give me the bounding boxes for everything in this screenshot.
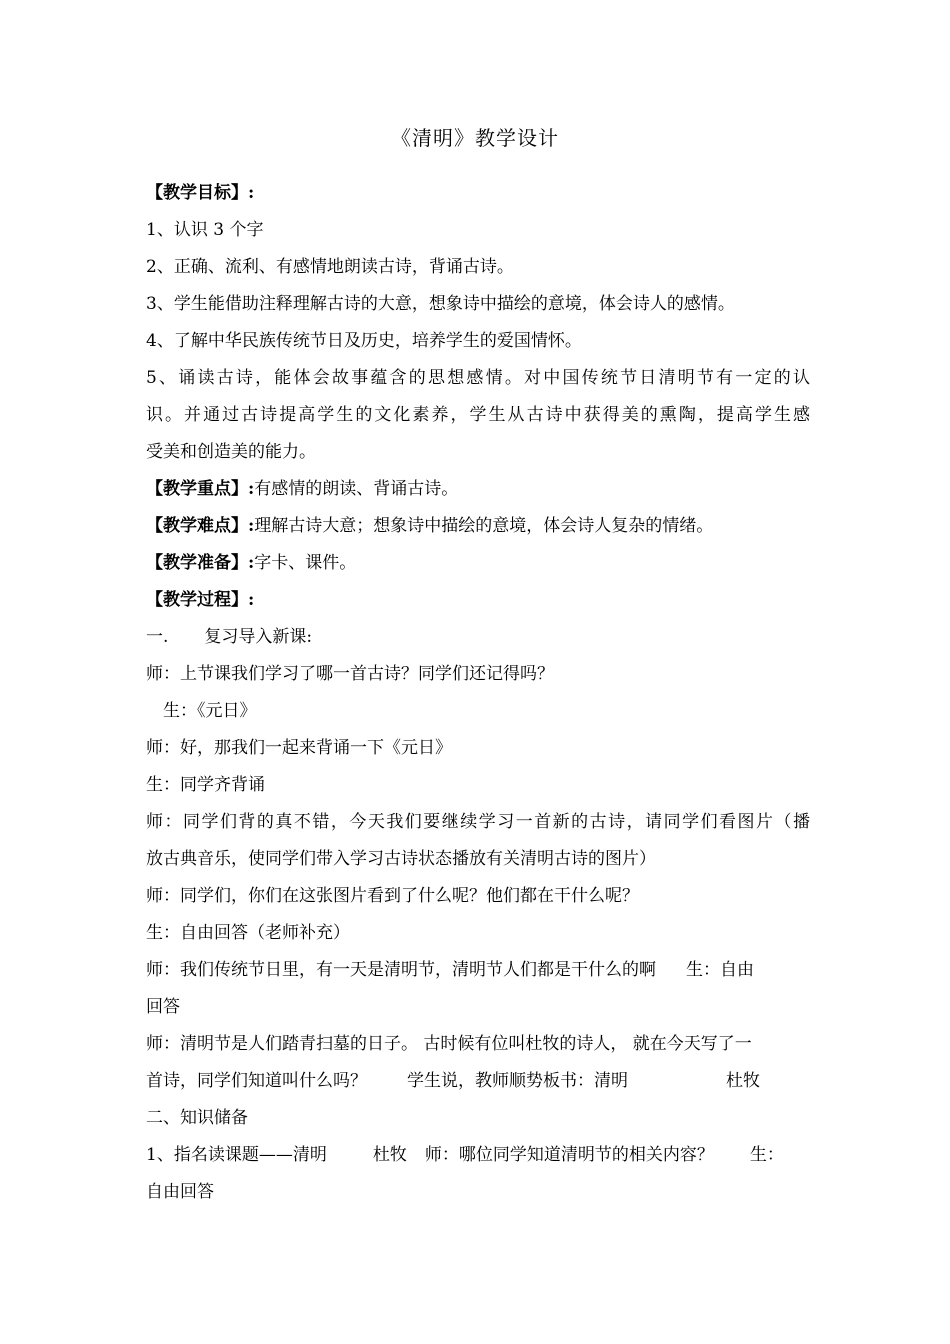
objective-item: 1、认识 3 个字 bbox=[146, 220, 264, 240]
key-points bbox=[146, 471, 810, 508]
knowledge-item-1 bbox=[146, 1137, 810, 1174]
dialogue-line: 师：好，那我们一起来背诵一下《元日》 bbox=[146, 738, 452, 758]
document-title: 《清明》教学设计 bbox=[391, 126, 559, 150]
key-points-label: 【教学重点】: bbox=[146, 479, 255, 499]
section-1-number: 一. bbox=[146, 627, 169, 647]
objective-item: 受美和创造美的能力。 bbox=[146, 442, 316, 462]
objective-item: 识。并通过古诗提高学生的文化素养，学生从古诗中获得美的熏陶，提高学生感 bbox=[146, 405, 810, 425]
objectives-heading: 【教学目标】: bbox=[146, 183, 255, 203]
preparation bbox=[146, 545, 810, 582]
dialogue-line: 师：上节课我们学习了哪一首古诗？同学们还记得吗？ bbox=[146, 664, 554, 684]
festival-question bbox=[146, 952, 810, 989]
blackboard-author: 杜牧 bbox=[726, 1071, 760, 1091]
dialogue-line: 生：自由回答（老师补充） bbox=[146, 923, 350, 943]
festival-answer-end: 回答 bbox=[146, 997, 180, 1017]
knowledge-item-answer: 自由回答 bbox=[146, 1182, 214, 1202]
process-heading: 【教学过程】: bbox=[146, 590, 255, 610]
knowledge-item-author: 杜牧 bbox=[372, 1145, 407, 1165]
knowledge-item-question: 师：哪位同学知道清明节的相关内容？ bbox=[424, 1145, 714, 1165]
difficulties-text: 理解古诗大意；想象诗中描绘的意境，体会诗人复杂的情绪。 bbox=[254, 516, 714, 536]
objective-item: 2、正确、流利、有感情地朗读古诗，背诵古诗。 bbox=[146, 257, 514, 277]
blackboard-text: 学生说，教师顺势板书：清明 bbox=[407, 1071, 628, 1091]
key-points-text: 有感情的朗读、背诵古诗。 bbox=[254, 479, 459, 499]
section-1-heading bbox=[146, 619, 810, 656]
dialogue-line: 师：同学们背的真不错，今天我们要继续学习一首新的古诗，请同学们看图片（播 bbox=[146, 812, 810, 832]
preparation-label: 【教学准备】: bbox=[146, 553, 255, 573]
knowledge-item-title: 1、指名读课题——清明 bbox=[146, 1145, 327, 1165]
objective-item: 5、诵读古诗，能体会故事蕴含的思想感情。对中国传统节日清明节有一定的认 bbox=[146, 368, 810, 388]
dialogue-line: 生：《元日》 bbox=[163, 701, 257, 721]
poet-question-text: 首诗，同学们知道叫什么吗？ bbox=[146, 1071, 367, 1091]
document-body bbox=[146, 175, 810, 1211]
knowledge-item-student: 生： bbox=[749, 1145, 784, 1165]
poet-intro-line: 师：清明节是人们踏青扫墓的日子。 古时候有位叫杜牧的诗人， 就在今天写了一 bbox=[146, 1034, 752, 1054]
festival-answer-start: 生：自由 bbox=[686, 960, 754, 980]
objective-item: 4、了解中华民族传统节日及历史，培养学生的爱国情怀。 bbox=[146, 331, 582, 351]
dialogue-line: 师：同学们，你们在这张图片看到了什么呢？他们都在干什么呢？ bbox=[146, 886, 639, 906]
festival-question-text: 师：我们传统节日里，有一天是清明节，清明节人们都是干什么的啊 bbox=[146, 960, 656, 980]
dialogue-line: 生：同学齐背诵 bbox=[146, 775, 265, 795]
difficulties-label: 【教学难点】: bbox=[146, 516, 255, 536]
section-2-heading: 二、知识储备 bbox=[146, 1108, 248, 1128]
section-1-title: 复习导入新课: bbox=[204, 627, 313, 647]
poet-question-line bbox=[146, 1063, 810, 1100]
difficulties bbox=[146, 508, 810, 545]
preparation-text: 字卡、课件。 bbox=[254, 553, 357, 573]
objective-item: 3、学生能借助注释理解古诗的大意，想象诗中描绘的意境，体会诗人的感情。 bbox=[146, 294, 735, 314]
dialogue-line: 放古典音乐，使同学们带入学习古诗状态播放有关清明古诗的图片） bbox=[146, 849, 656, 869]
